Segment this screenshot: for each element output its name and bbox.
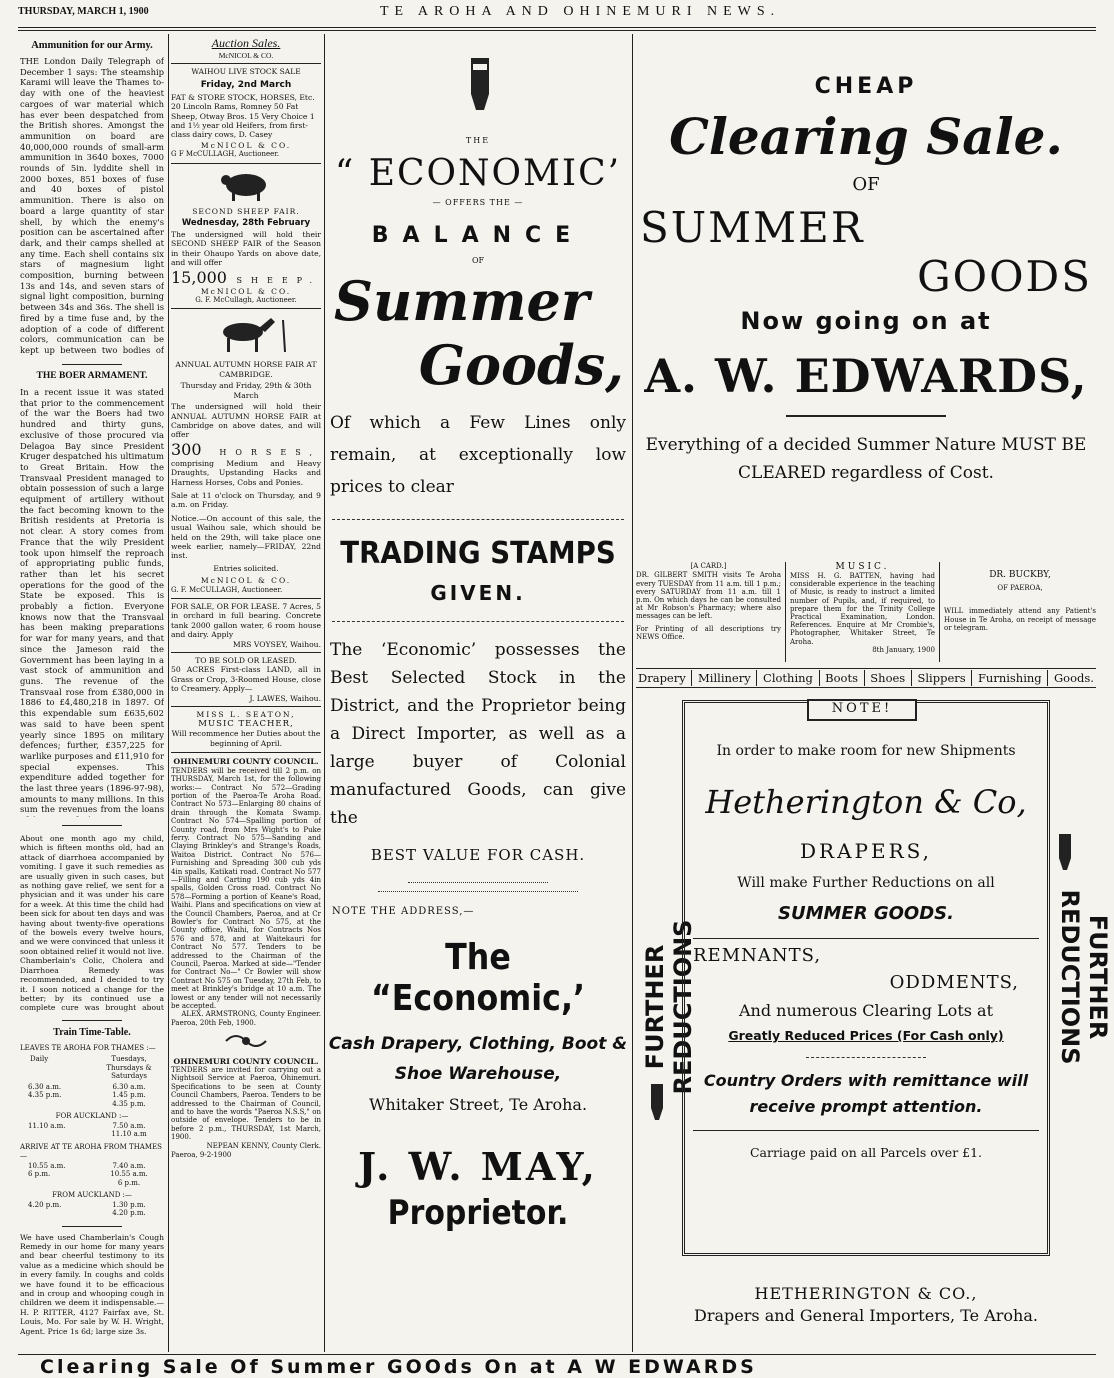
divider	[171, 706, 321, 707]
council1-sign: ALEX. ARMSTRONG, County Engineer.	[181, 1009, 321, 1018]
horse-auct: G. F. McCULLAGH, Auctioneer.	[171, 585, 283, 594]
train-cell-tts: 1.45 p.m.	[112, 1091, 146, 1100]
train-cell-daily: 4.20 p.m.	[28, 1200, 62, 1209]
train-cell-tts: 4.20 p.m.	[112, 1209, 146, 1218]
train-cell-tts: 7.50 a.m.	[112, 1121, 146, 1130]
divider	[171, 163, 321, 164]
economic-cash-drapery: Cash Drapery, Clothing, Boot & Shoe Warehouse,	[328, 1034, 628, 1084]
side-text-right: FURTHER REDUCTIONS	[1056, 889, 1112, 1065]
train-cell-daily: 4.35 p.m.	[28, 1091, 62, 1100]
waihou-sign: McNICOL & CO.	[200, 140, 292, 150]
divider	[171, 652, 321, 653]
divider-dots	[408, 882, 548, 883]
column-divider	[632, 34, 633, 1352]
card-buckby	[944, 562, 1096, 662]
horse-count: 300	[171, 439, 202, 459]
card-music-title: MUSIC.	[835, 562, 890, 572]
horse-entries: Entries solicited.	[213, 563, 279, 573]
train-row	[20, 1100, 164, 1109]
train-table-4	[20, 1201, 164, 1218]
card-buckby-of: OF PAEROA,	[997, 584, 1043, 592]
train-cell-tts: 6 p.m.	[117, 1178, 141, 1187]
article-text-cough: We have used Chamberlain's Cough Remedy in our home for many years and bear cheerful testimony to its value as a medicine which should be in every family. In coughs and colds we have found it to be efficacious and in croup and whooping cough in children we deem it indispensable.—H. P. RITTER, 4127 Fairfax ave, St. Louis, Mo. For sale by W. H. Wright, Agent. Price 1s 6d; large size 3s.	[20, 1232, 164, 1336]
train-row	[20, 1130, 164, 1139]
train-cell-daily: 6.30 a.m.	[28, 1082, 62, 1091]
council2-title: OHINEMURI COUNTY COUNCIL.	[173, 1056, 319, 1066]
music-text: Will recommence her Duties about the beginning of April.	[171, 729, 321, 748]
category-separator	[691, 670, 692, 686]
card-music-date: 8th January, 1900	[872, 645, 935, 654]
horse-offer	[171, 440, 321, 459]
train-cell-tts: 7.40 a.m.	[112, 1161, 146, 1170]
economic-possesses: The ‘Economic’ possesses the Best Selected Stock in the District, and the Proprietor being a Direct Importer, as well as a large buyer of Colonial manufactured Goods, can give the	[330, 640, 626, 828]
council2-date: Paeroa, 9-2-1900	[171, 1150, 232, 1159]
train-cell-daily: 10.55 a.m.	[28, 1161, 66, 1170]
article-separator	[62, 1020, 122, 1021]
footer-rule	[18, 1354, 1096, 1355]
train-col-daily: Daily	[30, 1055, 49, 1064]
divider	[693, 1130, 1039, 1131]
sheep-icon	[171, 167, 321, 203]
card-buckby-title: DR. BUCKBY,	[989, 570, 1051, 580]
het-sign: HETHERINGTON & CO.,	[754, 1284, 978, 1303]
train-columns	[20, 1055, 164, 1081]
horse-notice: Notice.—On account of this sale, the usual Waihou sale, which should be held on the 29th, will take place one week earlier, namely—FRIDAY, 22nd inst.	[171, 513, 321, 561]
waihou-auct: G F McCULLAGH, Auctioneer.	[171, 150, 280, 159]
article-text-ammunition: THE London Daily Telegraph of December 1 says: The steamship Karami will leave the Thames to-day with one of the heaviest cargoes of war material which has ever been despatched from the British shores. Amongst the ammunition on board are 40,000,000 rounds of small-arm ammunition in 3640 boxes, 7000 rounds of 5in. lyddite shell in 2000 boxes, 851 boxes of fuse and 40 boxes of pistol ammunition. There is also on board a large quantity of star shell, by which the enemy's position can be ascertained after dark, and their camps shelled at any time. Each shell contains six stars of magnesium light composition, burning between 13s and 14s, and seven stars of signal light composition, burning between 34s and 36s. The shell is fired by a time fuse and, by the adoption of a code of different colors, communication can be kept up between two bodies of	[20, 56, 164, 355]
economic-note-address: NOTE THE ADDRESS,—	[332, 906, 475, 917]
side-text-left: FURTHER REDUCTIONS	[641, 919, 697, 1095]
category-bar	[636, 668, 1096, 688]
divider-dots	[378, 891, 578, 892]
masthead-rule-2	[18, 30, 1096, 31]
auction-firm: McNICOL & CO.	[218, 51, 274, 60]
train-row	[20, 1122, 164, 1131]
category-item: Furnishing	[977, 671, 1042, 685]
sheep-offer	[171, 268, 321, 287]
category-item: Goods.	[1053, 671, 1094, 685]
lease-text: FOR SALE, OR FOR LEASE. 7 Acres, 5 in orchard in full bearing. Concrete tank 2000 gallon water, 6 room house and dairy. Apply	[171, 602, 321, 640]
divider-wave	[332, 519, 624, 520]
column-economic-ad	[328, 36, 628, 1352]
sold-sign: J. LAWES, Waihou.	[249, 693, 321, 703]
divider-wave	[806, 1057, 926, 1058]
category-item: Millinery	[698, 671, 751, 685]
masthead-rule	[18, 27, 1096, 28]
pointing-hand-left-icon	[646, 1082, 670, 1122]
divider	[693, 938, 1039, 939]
horse-text3: Sale at 11 o'clock on Thursday, and 9 a.m. on Friday.	[171, 490, 321, 510]
music-name: MISS L. SEATON,	[196, 710, 296, 720]
economic-offers: — OFFERS THE —	[432, 198, 524, 207]
train-arrive-label: ARRIVE AT TE AROHA FROM THAMES—	[20, 1142, 162, 1161]
note-box	[807, 699, 917, 721]
card-printing: For Printing of all descriptions try NEWS Office.	[636, 624, 781, 641]
waihou-title: WAIHOU LIVE STOCK SALE	[191, 67, 301, 77]
council1-title: OHINEMURI COUNTY COUNCIL.	[173, 757, 319, 767]
edwards-now-going: Now going on at	[740, 307, 992, 335]
column-divider	[324, 34, 325, 1352]
divider	[171, 598, 321, 599]
category-separator	[819, 670, 820, 686]
card-buckby-text: WILL immediately attend any Patient's House in Te Aroha, on receipt of message or telegram.	[944, 607, 1096, 632]
economic-name: The “Economic,’	[370, 937, 586, 1019]
hetherington-frame	[682, 700, 1050, 1256]
divider-ornament	[786, 415, 946, 417]
train-row	[20, 1170, 164, 1179]
horse-date: Thursday and Friday, 29th & 30th March	[180, 381, 312, 400]
horse-word: HORSES,	[219, 447, 321, 457]
train-leaves-label: LEAVES TE AROHA FOR THAMES :—	[20, 1044, 156, 1052]
edwards-everything: Everything of a decided Summer Nature MUST BE CLEARED regardless of Cost.	[645, 435, 1087, 483]
sold-text: 50 ACRES First-class LAND, all in Grass or Crop, 3-Roomed House, close to Creamery. Apply—	[171, 665, 321, 694]
train-row	[20, 1162, 164, 1171]
column-divider	[168, 34, 169, 1352]
edwards-cheap: CHEAP	[814, 74, 918, 99]
economic-of: OF	[471, 256, 485, 265]
horse-text2: comprising Medium and Heavy Draughts, Upstanding Hacks and Harness Horses, Cobs and Ponies.	[171, 458, 321, 487]
train-table-2	[20, 1122, 164, 1139]
train-cell-daily: 6 p.m.	[28, 1170, 51, 1179]
cards-row	[636, 562, 1096, 662]
train-title: Train Time-Table.	[53, 1027, 131, 1038]
train-table-3	[20, 1162, 164, 1188]
train-from-label: FROM AUCKLAND :—	[52, 1191, 132, 1200]
note-label: NOTE!	[831, 701, 893, 716]
economic-trading: TRADING STAMPS	[340, 536, 616, 571]
train-cell-tts: 10.55 a.m.	[110, 1170, 148, 1179]
category-separator	[1047, 670, 1048, 686]
divider	[171, 752, 321, 753]
category-separator	[971, 670, 972, 686]
category-item: Boots	[825, 671, 858, 685]
het-clearing-lots: And numerous Clearing Lots at	[738, 1001, 994, 1020]
sheep-date: Wednesday, 28th February	[181, 218, 311, 229]
column-auctions	[171, 36, 321, 1352]
card-label: [A CARD.]	[690, 562, 727, 570]
council2-text: TENDERS are invited for carrying out a Nightsoil Service at Paeroa, Ohinemuri. Specifications to be seen at County Council Chambers, Paeroa. Tenders to be addressed to the Chairman of Council, and to have the words "Paeroa N.S.S," on outside of envelope. Tenders to be in before 2 p.m., THURSDAY, 1st March, 1900.	[171, 1065, 321, 1142]
train-row	[20, 1083, 164, 1092]
masthead-date: THURSDAY, MARCH 1, 1900	[18, 6, 149, 17]
train-row	[20, 1091, 164, 1100]
waihou-text: FAT & STORE STOCK, HORSES, Etc. 20 Lincoln Rams, Romney 50 Fat Sheep, Otway Bros. 15 Very Choice 1 and 1½ year old Heifers, from first-class dairy cows, D. Casey	[171, 92, 315, 140]
het-country: Country Orders with remittance will receive prompt attention.	[703, 1071, 1029, 1116]
divider-wave	[332, 621, 624, 622]
sheep-title: SECOND SHEEP FAIR.	[192, 206, 300, 216]
horse-icon	[171, 312, 321, 356]
category-item: Drapery	[638, 671, 686, 685]
article-separator	[62, 364, 122, 365]
het-drapers: DRAPERS,	[800, 839, 932, 863]
economic-the: THE	[465, 136, 491, 145]
economic-jwmay: J. W. MAY,	[358, 1144, 598, 1189]
council1-date: Paeroa, 20th Feb, 1900.	[171, 1019, 256, 1028]
economic-whitaker: Whitaker Street, Te Aroha.	[368, 1095, 588, 1114]
het-address: Drapers and General Importers, Te Aroha.	[694, 1306, 1038, 1325]
train-auckland-label: FOR AUCKLAND :—	[55, 1112, 129, 1121]
council1-text: TENDERS will be received till 2 p.m. on THURSDAY, March 1st, for the following works:— Contract No 572—Grading portion of the Paeroa-Te Aroha Road. Contract No 573—Enlarging 80 chains of drain through the Komata Swamp. Contract No 574—Spalling portion of County road, from Mrs Wight's to Puke ferry. Contract No 575—Sanding and Claying Brinkley's and Strange's Roads, Waitoa District. Contract No 576—Furnishing and Spreading 300 cub yds 4in spalls, Katikati road. Contract No 577—Filling and Carting 190 cub yds 4in spalls, Golden Cross road. Contract No 578—Forming a portion of Keane's Road, Waihi. Plans and specifications on view at the Council Chambers, Paeroa, and at Cr Bowler's for Contract No 575, at the County office, Waihi, for Contracts Nos 576 and 578, and at Waitekauri for Contract No 577. Tenders to be addressed to the Chairman of the Council, Paeroa. Marked at side—"Tender for Contract No—" Cr Bowler will show Contract No 575 on Tuesday, 27th Feb, to meet at Brinkley's bridge at 10 a.m. The lowest or any tender will not necessarily be accepted.	[171, 766, 321, 1010]
train-cell-daily: 11.10 a.m.	[28, 1121, 66, 1130]
category-separator	[911, 670, 912, 686]
edwards-name: A. W. EDWARDS,	[644, 349, 1088, 403]
card-smith	[636, 562, 786, 662]
hetherington-ad	[636, 692, 1112, 1352]
article-separator	[62, 825, 122, 826]
music-title: MUSIC TEACHER,	[198, 719, 294, 730]
economic-given: GIVEN.	[430, 581, 526, 605]
het-oddments: ODDMENTS,	[889, 972, 1019, 993]
category-item: Clothing	[763, 671, 813, 685]
sheep-word: SHEEP.	[236, 275, 321, 285]
article-title-boer: THE BOER ARMAMENT.	[36, 371, 148, 381]
card-smith-text: DR. GILBERT SMITH visits Te Aroha every TUESDAY from 11 a.m. till 1 p.m.; every SATURDAY from 11 a.m. till 1 p.m. On which days he can be consulted at Mr Robson's Pharmacy; where also messages can be left.	[636, 571, 781, 621]
article-separator	[62, 1226, 122, 1227]
edwards-of: OF	[852, 174, 880, 195]
train-cell-tts: 4.35 p.m.	[112, 1099, 146, 1108]
train-col-tts: Tuesdays, Thursdays & Saturdays	[106, 1055, 152, 1081]
lease-sign: MRS VOYSEY, Waihou.	[232, 639, 321, 649]
train-row	[20, 1179, 164, 1188]
waihou-date: Friday, 2nd March	[200, 79, 292, 90]
het-remnants: REMNANTS,	[693, 945, 822, 966]
economic-title: “ ECONOMIC’	[334, 153, 622, 194]
horse-sign: McNICOL & CO.	[200, 576, 292, 586]
economic-proprietor: Proprietor.	[387, 1193, 569, 1233]
sold-title: TO BE SOLD OR LEASED.	[195, 656, 297, 666]
economic-summer: Summer	[334, 269, 590, 333]
economic-balance: BALANCE	[371, 223, 585, 248]
sheep-text: The undersigned will hold their SECOND SHEEP FAIR of the Season in their Ohaupo Yards on above date, and will offer	[171, 230, 321, 268]
het-name: Hetherington & Co,	[705, 783, 1027, 821]
article-text-medic: About one month ago my child, which is fifteen months old, had an attack of diarrhoea accompanied by vomiting. I gave it such remedies as are usually given in such cases, but as nothing gave relief, we sent for a physician and it was under his care for a week. At this time the child had been sick for about ten days and was having about twenty-five operations of the bowels every twelve hours, and we were convinced that unless it soon obtained relief it would not live. Chamberlain's Colic, Cholera and Diarrhoea Remedy was recommended, and I decided to try it. I soon noticed a change for the better; by its continued use a complete cure was brought about	[20, 834, 164, 1012]
horse-title: ANNUAL AUTUMN HORSE FAIR AT CAMBRIDGE.	[175, 360, 317, 379]
edwards-clearing: Clearing Sale.	[669, 107, 1063, 166]
horse-text: The undersigned will hold their ANNUAL AUTUMN HORSE FAIR at Cambridge on above dates, and will offer	[171, 402, 321, 440]
economic-goods: Goods,	[418, 333, 624, 397]
train-row	[20, 1201, 164, 1210]
economic-best-value: BEST VALUE FOR CASH.	[370, 846, 586, 864]
economic-few-lines: Of which a Few Lines only remain, at exceptionally low prices to clear	[330, 413, 626, 497]
train-row	[20, 1209, 164, 1218]
category-separator	[864, 670, 865, 686]
train-cell-tts: 6.30 a.m.	[112, 1082, 146, 1091]
sheep-count: 15,000	[171, 267, 227, 287]
card-music	[790, 562, 940, 662]
council2-sign: NEPEAN KENNY, County Clerk.	[206, 1141, 321, 1150]
train-cell-tts: 1.30 p.m.	[112, 1200, 146, 1209]
pointing-hand-icon	[328, 36, 628, 136]
het-carriage: Carriage paid on all Parcels over £1.	[749, 1145, 983, 1160]
masthead-title: TE AROHA AND OHINEMURI NEWS.	[380, 4, 781, 19]
het-reductions: Will make Further Reductions on all	[737, 875, 995, 891]
divider	[171, 308, 321, 309]
article-title-ammunition: Ammunition for our Army.	[31, 40, 153, 51]
edwards-summer: SUMMER	[640, 203, 865, 252]
sheep-auct: G. F. McCullagh, Auctioneer.	[195, 296, 297, 305]
pointing-hand-right-icon	[1054, 832, 1078, 872]
footer-banner: Clearing Sale Of Summer GOOds On at A W EDWARDS	[40, 1356, 757, 1378]
column-news	[20, 36, 164, 1352]
train-cell-tts: 11.10 a.m	[111, 1130, 147, 1139]
train-table-1	[20, 1083, 164, 1109]
card-music-text: MISS H. G. BATTEN, having had considerable experience in the teaching of Music, is ready to instruct a limited number of Pupils, and, if required, to prepare them for the Trinity College Practical Examination, London. References. Enquire at Mr Crombie's, Photographer, Whitaker Street, Te Aroha.	[790, 572, 935, 646]
category-separator	[756, 670, 757, 686]
auction-title: Auction Sales.	[211, 36, 281, 50]
article-text-boer: In a recent issue it was stated that prior to the commencement of the war the Boers had two hundred and thirty guns, exclusive of those procured via Delagoa Bay since President Kruger despatched his ultimatum to Great Britain. How the Transvaal President managed to obtain possession of such a large equipment of artillery without the fact becoming known to the British residents at Pretoria is not clear. A story comes from France that the wily President took upon himself the reproach of appropriating public funds, rather than let his secret operations for the good of the State be exposed. This is probably a fiction. Everyone knows now that the Transvaal has been making preparations for war for many years, and that since the Jameson raid the Government has been laying in a vast stock of ammunition and guns. The revenue of the Transvaal rose from £380,000 in 1886 to £4,480,218 in 1897. Of this expendable sum £635,602 was said to have been spent yearly since 1895 on military defences; further, £357,225 for warlike purposes and £11,910 for special expenses. This expenditure added together for the last three years (1896-97-98), amounts to many millions. In this sum the revenues from the loans	[20, 387, 164, 815]
edwards-goods: GOODS	[917, 252, 1092, 301]
sheep-sign: McNICOL & CO.	[200, 286, 292, 296]
ornament-icon	[171, 1029, 321, 1053]
het-shipments: In order to make room for new Shipments	[716, 743, 1016, 759]
het-summer-goods: SUMMER GOODS.	[778, 903, 954, 924]
het-greatly: Greatly Reduced Prices (For Cash only)	[728, 1028, 1004, 1043]
category-item: Slippers	[917, 671, 966, 685]
category-item: Shoes	[870, 671, 906, 685]
divider	[171, 63, 321, 64]
